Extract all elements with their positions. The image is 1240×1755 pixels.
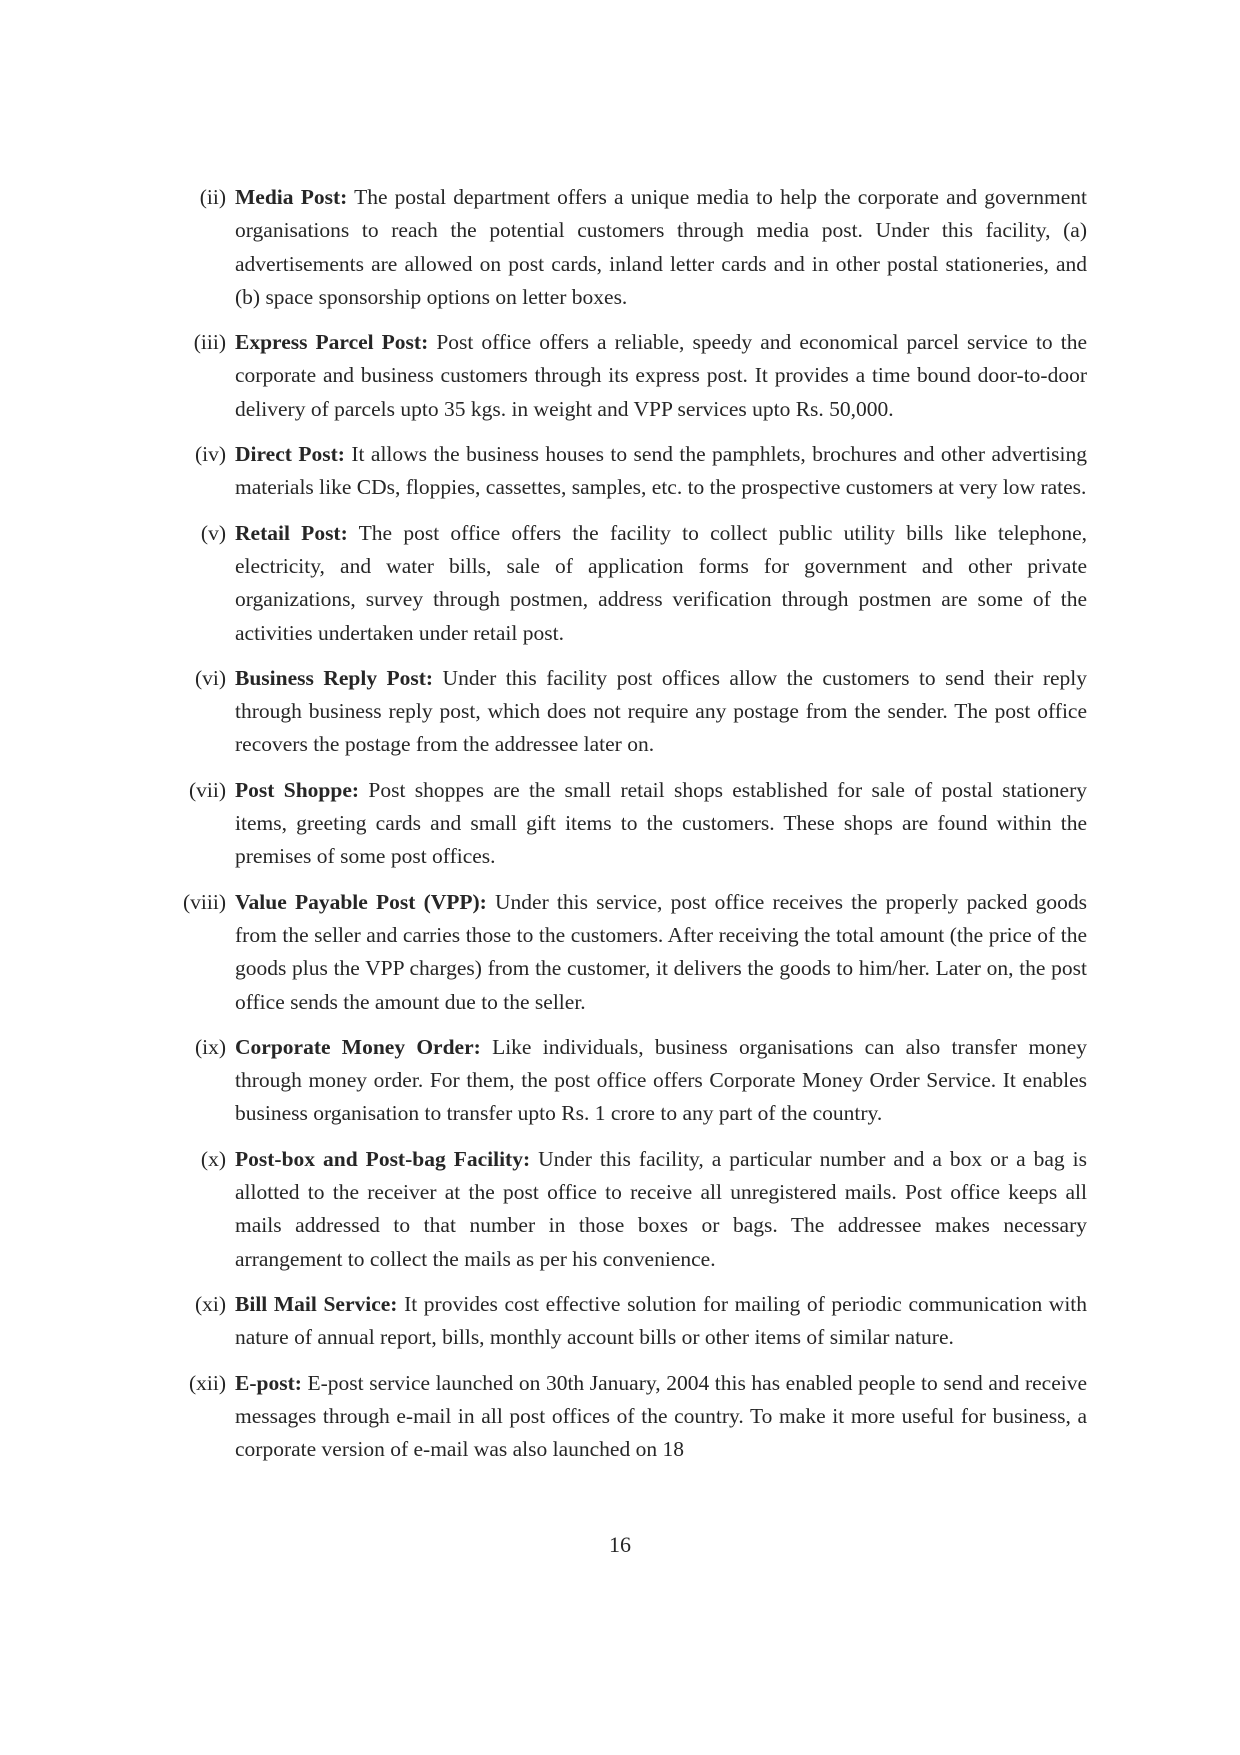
- list-item: [0, 517, 1240, 650]
- page-number: 16: [609, 1532, 631, 1557]
- item-body: [235, 1031, 1087, 1131]
- item-number: (vii): [188, 777, 226, 802]
- item-text: E-post service launched on 30th January, 2004 this has enabled people to send and receive messages through e-mail in all post offices of the country. To make it more useful for business, a corporate version of e-mail was also launched on 18: [235, 1370, 1088, 1462]
- item-term: Value Payable Post (VPP):: [235, 889, 487, 914]
- item-term: Post Shoppe:: [235, 777, 360, 802]
- item-body: [235, 326, 1087, 426]
- list-item: [0, 326, 1240, 426]
- item-text: Under this facility, a particular number and a box or a bag is allotted to the receiver at the post office to receive all unregistered mails. Post office keeps all mails addressed to that number in those boxes or bags. The addressee makes necessary arrangement to collect the mails as per his convenience.: [235, 1146, 1087, 1271]
- item-text: Under this facility post offices allow the customers to send their reply through business reply post, which does not require any postage from the sender. The post office recovers the postage from the addressee later on.: [235, 665, 1088, 757]
- item-text: The post office offers the facility to collect public utility bills like telephone, electricity, and water bills, sale of application forms for government and other private organizations, survey through postmen, address verification through postmen are some of the activities undertaken under retail post.: [235, 520, 1087, 645]
- item-body: [235, 662, 1087, 762]
- item-term: Express Parcel Post:: [235, 330, 429, 355]
- item-body: [235, 438, 1087, 505]
- item-number: (ii): [199, 185, 226, 209]
- item-body: [235, 1288, 1087, 1355]
- list-item: [0, 1143, 1240, 1276]
- item-number: (iii): [193, 330, 226, 355]
- item-body: [235, 886, 1087, 1019]
- list-item: [0, 662, 1240, 762]
- item-term: Business Reply Post:: [235, 665, 434, 690]
- item-body: [235, 517, 1087, 650]
- list-item: [0, 1288, 1240, 1355]
- item-number: (x): [200, 1146, 226, 1171]
- list-item: [0, 774, 1240, 874]
- item-number: (xii): [188, 1370, 226, 1395]
- item-body: [235, 1143, 1087, 1276]
- item-text: It allows the business houses to send the pamphlets, brochures and other advertising materials like CDs, floppies, cassettes, samples, etc. to the prospective customers at very low rates.: [235, 442, 1088, 500]
- item-text: Post office offers a reliable, speedy and economical parcel service to the corporate and business customers through its express post. It provides a time bound door-to-door delivery of parcels upto 35 kgs. in weight and VPP services upto Rs. 50,000.: [235, 330, 1087, 421]
- list-item: [0, 1031, 1240, 1131]
- item-text: It provides cost effective solution for mailing of periodic communication with nature of annual report, bills, monthly account bills or other items of similar nature.: [235, 1291, 1088, 1350]
- item-text: Post shoppes are the small retail shops established for sale of postal stationery items, greeting cards and small gift items to the customers. These shops are found within the premises of some post offices.: [235, 777, 1088, 869]
- item-number: (ix): [194, 1034, 226, 1059]
- item-number: (xi): [194, 1291, 226, 1316]
- item-term: Corporate Money Order:: [235, 1034, 481, 1059]
- item-body: [235, 774, 1087, 874]
- item-number: (v): [200, 520, 226, 545]
- item-number: (viii): [183, 889, 226, 914]
- item-term: Direct Post:: [235, 442, 345, 467]
- item-text: Under this service, post office receives the properly packed goods from the seller and carries those to the customers. After receiving the total amount (the price of the goods plus the VPP charges) from the customer, it delivers the goods to him/her. Later on, the post office sends the amount due to the seller.: [235, 889, 1087, 1014]
- list-item: [0, 886, 1240, 1019]
- item-number: (vi): [194, 665, 226, 690]
- item-body: [235, 1367, 1087, 1467]
- item-term: Post-box and Post-bag Facility:: [235, 1146, 531, 1171]
- item-number: (iv): [194, 442, 226, 467]
- item-term: Bill Mail Service:: [235, 1291, 398, 1316]
- list-item: [0, 1367, 1240, 1467]
- item-term: E-post:: [235, 1370, 302, 1395]
- item-term: Retail Post:: [235, 520, 348, 545]
- list-item: [0, 438, 1240, 505]
- item-body: [235, 181, 1087, 314]
- item-term: Media Post:: [235, 185, 348, 209]
- services-list: [0, 181, 1240, 1478]
- list-item: [0, 181, 1240, 314]
- item-text: Like individuals, business organisations can also transfer money through money order. For them, the post office offers Corporate Money Order Service. It enables business organisation to transfer upto Rs. 1 crore to any part of the country.: [235, 1034, 1087, 1126]
- item-text: The postal department offers a unique media to help the corporate and government organisations to reach the potential customers through media post. Under this facility, (a) advertisements are allowed on post cards, inland letter cards and in other postal stationeries, and (b) space sponsorship options on letter boxes.: [235, 185, 1087, 309]
